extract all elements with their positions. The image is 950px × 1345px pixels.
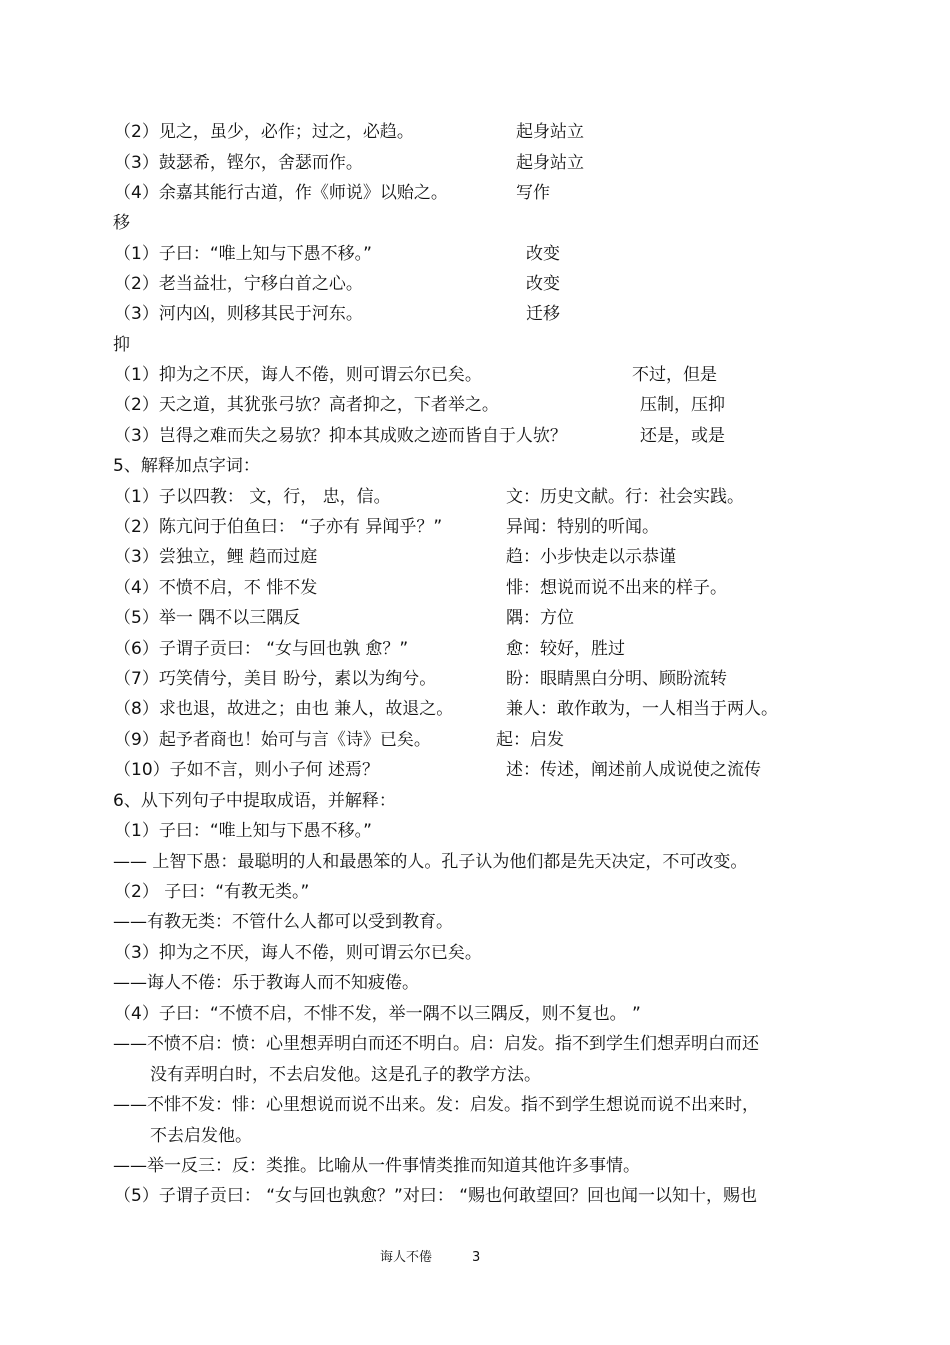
idiom-explanation: ——举一反三：反：类推。比喻从一件事情类推而知道其他许多事情。 bbox=[113, 1156, 640, 1176]
text-line bbox=[0, 421, 950, 451]
text-line bbox=[0, 360, 950, 390]
meaning: 起身站立 bbox=[516, 153, 584, 173]
example-sentence: （2）天之道，其犹张弓欤？高者抑之，下者举之。 bbox=[114, 395, 499, 415]
text-line bbox=[0, 1060, 950, 1090]
text-line bbox=[0, 968, 950, 998]
meaning: 悱：想说而说不出来的样子。 bbox=[506, 578, 727, 598]
example-sentence: （3）河内凶，则移其民于河东。 bbox=[114, 304, 363, 324]
text-line bbox=[0, 148, 950, 178]
example-sentence: （10）子如不言，则小子何 述焉？ bbox=[114, 760, 380, 780]
meaning: 趋：小步快走以示恭谨 bbox=[506, 547, 676, 567]
idiom-explanation: ——不愤不启：愤：心里想弄明白而还不明白。启：启发。指不到学生们想弄明白而还 bbox=[113, 1034, 759, 1054]
meaning: 异闻：特别的听闻。 bbox=[506, 517, 659, 537]
example-sentence: （1）子以四教： 文，行， 忠，信。 bbox=[114, 487, 391, 507]
text-line bbox=[0, 603, 950, 633]
word-heading bbox=[0, 208, 950, 238]
text-line bbox=[0, 542, 950, 572]
footer-title: 诲人不倦 bbox=[380, 1250, 433, 1265]
meaning: 起：启发 bbox=[496, 730, 564, 750]
section-heading bbox=[0, 451, 950, 481]
example-sentence: （4）子曰：“不愤不启，不悱不发，举一隅不以三隅反，则不复也。 ” bbox=[114, 1004, 641, 1024]
text-line bbox=[0, 877, 950, 907]
text-line bbox=[0, 847, 950, 877]
section-heading-text: 6、从下列句子中提取成语，并解释： bbox=[113, 791, 396, 811]
text-line bbox=[0, 573, 950, 603]
text-line bbox=[0, 694, 950, 724]
example-sentence: （4）余嘉其能行古道，作《师说》以贻之。 bbox=[114, 183, 448, 203]
text-line bbox=[0, 269, 950, 299]
text-line bbox=[0, 816, 950, 846]
meaning: 还是，或是 bbox=[640, 426, 725, 446]
meaning: 起身站立 bbox=[516, 122, 584, 142]
text-line bbox=[0, 239, 950, 269]
word-heading-text: 移 bbox=[113, 213, 130, 233]
text-line bbox=[0, 1121, 950, 1151]
idiom-explanation-continued: 不去启发他。 bbox=[150, 1126, 252, 1146]
example-sentence: （2）见之，虽少，必作；过之，必趋。 bbox=[114, 122, 414, 142]
meaning: 压制，压抑 bbox=[640, 395, 725, 415]
meaning: 迁移 bbox=[526, 304, 560, 324]
section-heading-text: 5、解释加点字词： bbox=[113, 456, 260, 476]
example-sentence: （3）鼓瑟希，铿尔，舍瑟而作。 bbox=[114, 153, 363, 173]
example-sentence: （3）岂得之难而失之易欤？抑本其成败之迹而皆自于人欤？ bbox=[114, 426, 567, 446]
meaning: 文：历史文献。行：社会实践。 bbox=[506, 487, 744, 507]
text-line bbox=[0, 512, 950, 542]
meaning: 改变 bbox=[526, 244, 560, 264]
meaning: 述：传述，阐述前人成说使之流传 bbox=[506, 760, 761, 780]
text-line bbox=[0, 1151, 950, 1181]
text-line bbox=[0, 1029, 950, 1059]
text-line bbox=[0, 664, 950, 694]
meaning: 隅：方位 bbox=[506, 608, 574, 628]
text-line bbox=[0, 999, 950, 1029]
meaning: 改变 bbox=[526, 274, 560, 294]
idiom-explanation-continued: 没有弄明白时，不去启发他。这是孔子的教学方法。 bbox=[150, 1065, 541, 1085]
text-line bbox=[0, 1181, 950, 1211]
idiom-explanation: ——有教无类：不管什么人都可以受到教育。 bbox=[113, 912, 453, 932]
example-sentence: （3）抑为之不厌，诲人不倦，则可谓云尔已矣。 bbox=[114, 943, 482, 963]
example-sentence: （7）巧笑倩兮，美目 盼兮，素以为绚兮。 bbox=[114, 669, 437, 689]
word-heading bbox=[0, 330, 950, 360]
meaning: 盼：眼睛黑白分明、顾盼流转 bbox=[506, 669, 727, 689]
text-line bbox=[0, 299, 950, 329]
meaning: 愈：较好，胜过 bbox=[506, 639, 625, 659]
text-line bbox=[0, 1090, 950, 1120]
example-sentence: （8）求也退，故进之；由也 兼人，故退之。 bbox=[114, 699, 454, 719]
example-sentence: （5）子谓子贡曰： “女与回也孰愈？”对曰： “赐也何敢望回？回也闻一以知十，赐也 bbox=[114, 1186, 758, 1206]
idiom-explanation: —— 上智下愚：最聪明的人和最愚笨的人。孔子认为他们都是先天决定，不可改变。 bbox=[113, 852, 748, 872]
example-sentence: （2）老当益壮，宁移白首之心。 bbox=[114, 274, 363, 294]
meaning: 兼人：敢作敢为，一人相当于两人。 bbox=[506, 699, 778, 719]
example-sentence: （2） 子曰：“有教无类。” bbox=[114, 882, 310, 902]
word-heading-text: 抑 bbox=[113, 335, 130, 355]
example-sentence: （6）子谓子贡曰： “女与回也孰 愈？” bbox=[114, 639, 409, 659]
text-line bbox=[0, 725, 950, 755]
example-sentence: （1）抑为之不厌，诲人不倦，则可谓云尔已矣。 bbox=[114, 365, 482, 385]
example-sentence: （3）尝独立，鲤 趋而过庭 bbox=[114, 547, 318, 567]
text-line bbox=[0, 117, 950, 147]
meaning: 写作 bbox=[516, 183, 550, 203]
page-number: 3 bbox=[472, 1250, 481, 1265]
example-sentence: （4）不愤不启，不 悱不发 bbox=[114, 578, 318, 598]
text-line bbox=[0, 938, 950, 968]
text-line bbox=[0, 390, 950, 420]
example-sentence: （1）子曰：“唯上知与下愚不移。” bbox=[114, 244, 372, 264]
text-line bbox=[0, 907, 950, 937]
meaning: 不过，但是 bbox=[632, 365, 717, 385]
text-line bbox=[0, 755, 950, 785]
text-line bbox=[0, 482, 950, 512]
example-sentence: （5）举一 隅不以三隅反 bbox=[114, 608, 301, 628]
text-line bbox=[0, 634, 950, 664]
example-sentence: （1）子曰：“唯上知与下愚不移。” bbox=[114, 821, 372, 841]
idiom-explanation: ——诲人不倦：乐于教诲人而不知疲倦。 bbox=[113, 973, 419, 993]
section-heading bbox=[0, 786, 950, 816]
example-sentence: （2）陈亢问于伯鱼曰： “子亦有 异闻乎？” bbox=[114, 517, 443, 537]
idiom-explanation: ——不悱不发：悱：心里想说而说不出来。发：启发。指不到学生想说而说不出来时， bbox=[113, 1095, 759, 1115]
text-line bbox=[0, 178, 950, 208]
example-sentence: （9）起予者商也！始可与言《诗》已矣。 bbox=[114, 730, 431, 750]
